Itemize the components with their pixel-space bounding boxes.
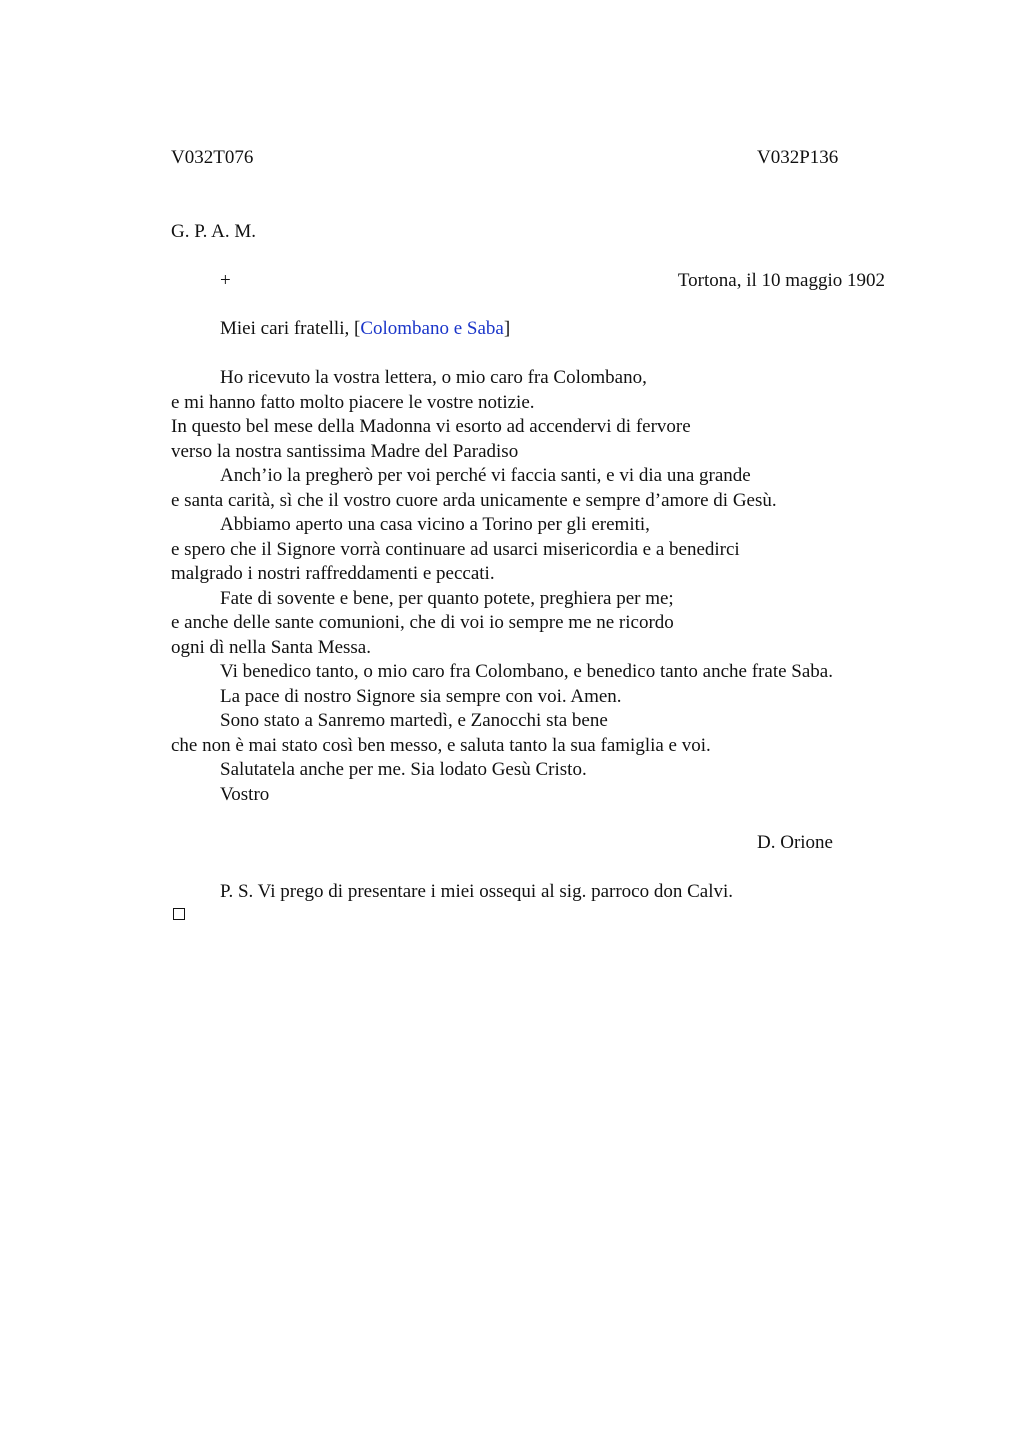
letter-line: Anch’io la pregherò per voi perché vi faccia santi, e vi dia una grande: [220, 465, 751, 486]
letter-line: In questo bel mese della Madonna vi esorto ad accendervi di fervore: [171, 416, 691, 437]
letter-line: e mi hanno fatto molto piacere le vostre notizie.: [171, 391, 535, 413]
salutation: [220, 317, 510, 341]
letter-line: e anche delle sante comunioni, che di voi io sempre me ne ricordo: [171, 612, 674, 633]
letter-line: che non è mai stato così ben messo, e saluta tanto la sua famiglia e voi.: [171, 734, 711, 756]
recipients-link[interactable]: Colombano e Saba: [360, 318, 504, 339]
cross-symbol: +: [220, 270, 231, 291]
letter-line: Abbiamo aperto una casa vicino a Torino per gli eremiti,: [220, 514, 650, 535]
letter-line: e santa carità, sì che il vostro cuore arda unicamente e sempre d’amore di Gesù.: [171, 489, 777, 511]
document-code-left: V032T076: [171, 147, 254, 168]
bracket-open: [: [354, 318, 361, 339]
letter-line: verso la nostra santissima Madre del Paradiso: [171, 440, 519, 462]
letter-body: [171, 366, 901, 807]
letter-line: Vostro: [220, 783, 270, 805]
letter-line: malgrado i nostri raffreddamenti e peccati.: [171, 563, 495, 584]
postscript: P. S. Vi prego di presentare i miei ossequi al sig. parroco don Calvi.: [220, 881, 734, 902]
bracket-close: ]: [503, 318, 511, 339]
letter-line: ogni dì nella Santa Messa.: [171, 636, 371, 658]
letter-line: Vi benedico tanto, o mio caro fra Colombano, e benedico tanto anche frate Saba.: [220, 661, 833, 682]
letter-line: La pace di nostro Signore sia sempre con voi. Amen.: [220, 685, 622, 707]
end-marker-box-icon: [173, 908, 185, 920]
letter-line: Sono stato a Sanremo martedì, e Zanocchi sta bene: [220, 710, 608, 731]
signature: D. Orione: [757, 832, 833, 853]
letter-line: Ho ricevuto la vostra lettera, o mio caro fra Colombano,: [220, 367, 647, 388]
place-date: Tortona, il 10 maggio 1902: [677, 270, 885, 291]
document-code-right: V032P136: [757, 147, 839, 168]
letter-line: e spero che il Signore vorrà continuare ad usarci misericordia e a benedirci: [171, 538, 740, 560]
letter-line: Fate di sovente e bene, per quanto potete, preghiera per me;: [220, 587, 674, 609]
letter-line: Salutatela anche per me. Sia lodato Gesù Cristo.: [220, 759, 587, 780]
salutation-text: Miei cari fratelli,: [220, 318, 354, 339]
motto-heading: G. P. A. M.: [171, 221, 256, 242]
